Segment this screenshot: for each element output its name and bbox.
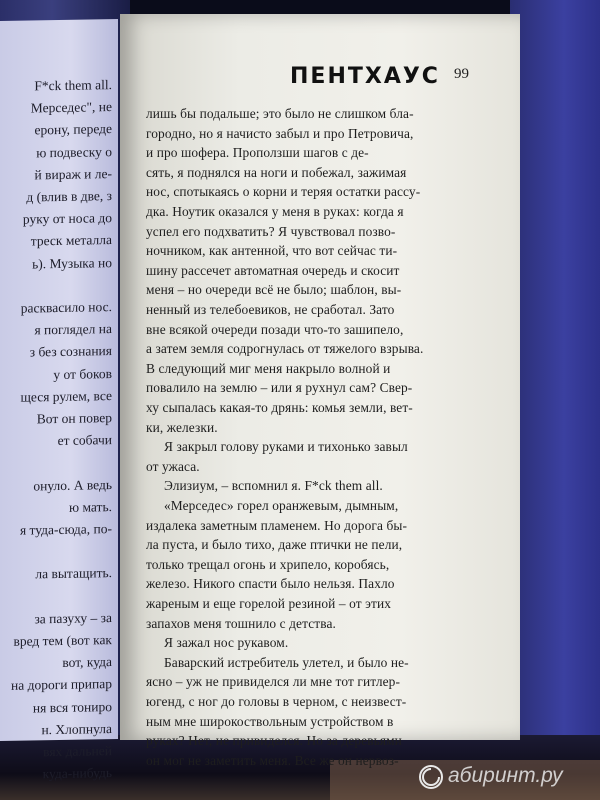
text-line: успел его подхватить? Я чувствовал позво- — [146, 223, 396, 239]
text-line: издалека заметным пламенем. Но дорога бы- — [146, 517, 408, 533]
left-page-line: з без сознания — [29, 343, 112, 360]
left-page-line: расквасило нос. — [20, 299, 112, 316]
text-line: меня – но очереди всё не было; шаблон, вы- — [146, 282, 402, 298]
text-line: сять, я поднялся на ноги и побежал, зажимая — [146, 164, 407, 180]
left-page-line: я поглядел на — [34, 321, 112, 338]
text-line: В следующий миг меня накрыло волной и — [146, 360, 391, 376]
background-right — [510, 0, 600, 800]
left-page-line: F*ck them all. — [34, 77, 112, 94]
left-page-line: Мерседес", не — [30, 99, 112, 116]
running-head: ПЕНТХАУС — [290, 64, 440, 89]
watermark-text: абиринт.ру — [448, 764, 563, 787]
left-page-line: ю подвеску о — [36, 143, 112, 160]
text-line: ла пуста, и было тихо, даже птички не пели, — [146, 537, 403, 553]
left-page-line: руку от носа до — [22, 210, 112, 227]
left-page-line: треск металла — [30, 232, 112, 249]
text-line: шину рассечет автоматная очередь и скосит — [146, 262, 400, 278]
left-page-line: вот, куда — [62, 654, 112, 671]
text-line: ненный из телебоевиков, не сработал. Зато — [146, 302, 395, 317]
text-line: ночником, как антенной, что вот сейчас ти- — [146, 243, 398, 259]
text-line: Я закрыл голову руками и тихонько завыл — [164, 439, 408, 455]
text-line: Элизиум, – вспомнил я. F*ck them all. — [164, 478, 383, 494]
text-line: нос, спотыкаясь о корни и теряя остатки рассу- — [146, 184, 421, 200]
left-page-line: онуло. А ведь — [33, 476, 112, 494]
left-page — [0, 19, 118, 782]
left-page-line: куда-нибудь — [42, 765, 112, 782]
left-page-line: ь). Музыка но — [32, 254, 112, 272]
text-line: руках? Нет, не привиделся. Но за деревьями — [146, 733, 402, 749]
left-page-line: ерону, переде — [34, 121, 112, 138]
left-page-line: ю мать. — [69, 498, 112, 515]
left-page-line: на дороги припар — [10, 676, 112, 694]
text-line: Баварский истребитель улетел, и было не- — [164, 654, 409, 670]
text-line: запахов меня тошнило с детства. — [146, 615, 336, 631]
text-line: дка. Ноутик оказался у меня в руках: когда я — [146, 204, 404, 219]
left-page-line: ня вся тониро — [32, 698, 112, 716]
text-line: городно, но я начисто забыл и про Петровича, — [146, 125, 414, 141]
left-page-line: у от боков — [53, 365, 112, 382]
left-page-line: й вираж и ле- — [34, 165, 112, 183]
text-line: от ужаса. — [146, 458, 200, 474]
left-page-line: щеся рулем, все — [20, 387, 112, 405]
text-line: «Мерседес» горел оранжевым, дымным, — [164, 498, 399, 513]
text-line: югенд, с ног до головы в черном, с неизвест- — [146, 694, 407, 709]
text-line: и про шофера. Проползши шагов с де- — [146, 145, 369, 161]
left-page-line: вях дальней — [43, 743, 112, 760]
text-line: только трещал огонь и хрипело, коробясь, — [146, 556, 390, 572]
text-line: жареным и еще горелой резиной – от этих — [146, 596, 392, 611]
labirint-logo-icon — [418, 764, 444, 790]
left-page-line: н. Хлопнула — [41, 720, 112, 738]
left-page-line: за пазуху – за — [34, 609, 112, 627]
text-line: ки, железки. — [146, 419, 218, 435]
text-line: Я зажал нос рукавом. — [164, 635, 289, 651]
left-page-line: вред тем (вот как — [13, 632, 112, 649]
left-page-line: ет собачи — [57, 432, 112, 449]
text-line: ным мне широкоствольным устройством в — [146, 713, 394, 729]
text-line: лишь бы подальше; это было не слишком бла- — [146, 106, 414, 121]
page-number: 99 — [454, 66, 469, 82]
text-line: ясно – уж не привиделся ли мне тот гитлер- — [146, 674, 401, 690]
left-page-line: д (влив в две, з — [26, 188, 112, 205]
left-page-line: я туда-сюда, по- — [19, 521, 112, 538]
text-line: а затем земля содрогнулась от тяжелого взрыва. — [146, 341, 424, 357]
text-line: ху сыпалась какая-то дрянь: комья земли, вет- — [146, 400, 413, 415]
left-page-line: Вот он повер — [36, 410, 112, 427]
right-page — [120, 14, 520, 768]
text-line: повалило на землю – или я рухнул сам? Свер- — [146, 380, 413, 396]
text-line: вне всякой очереди позади что-то зашипело, — [146, 321, 404, 337]
text-line: он мог не заметить меня. Все же он нервоз- — [146, 752, 399, 768]
text-line: железо. Никого спасти было нельзя. Пахло — [146, 576, 395, 592]
left-page-line: ла вытащить. — [35, 565, 112, 582]
